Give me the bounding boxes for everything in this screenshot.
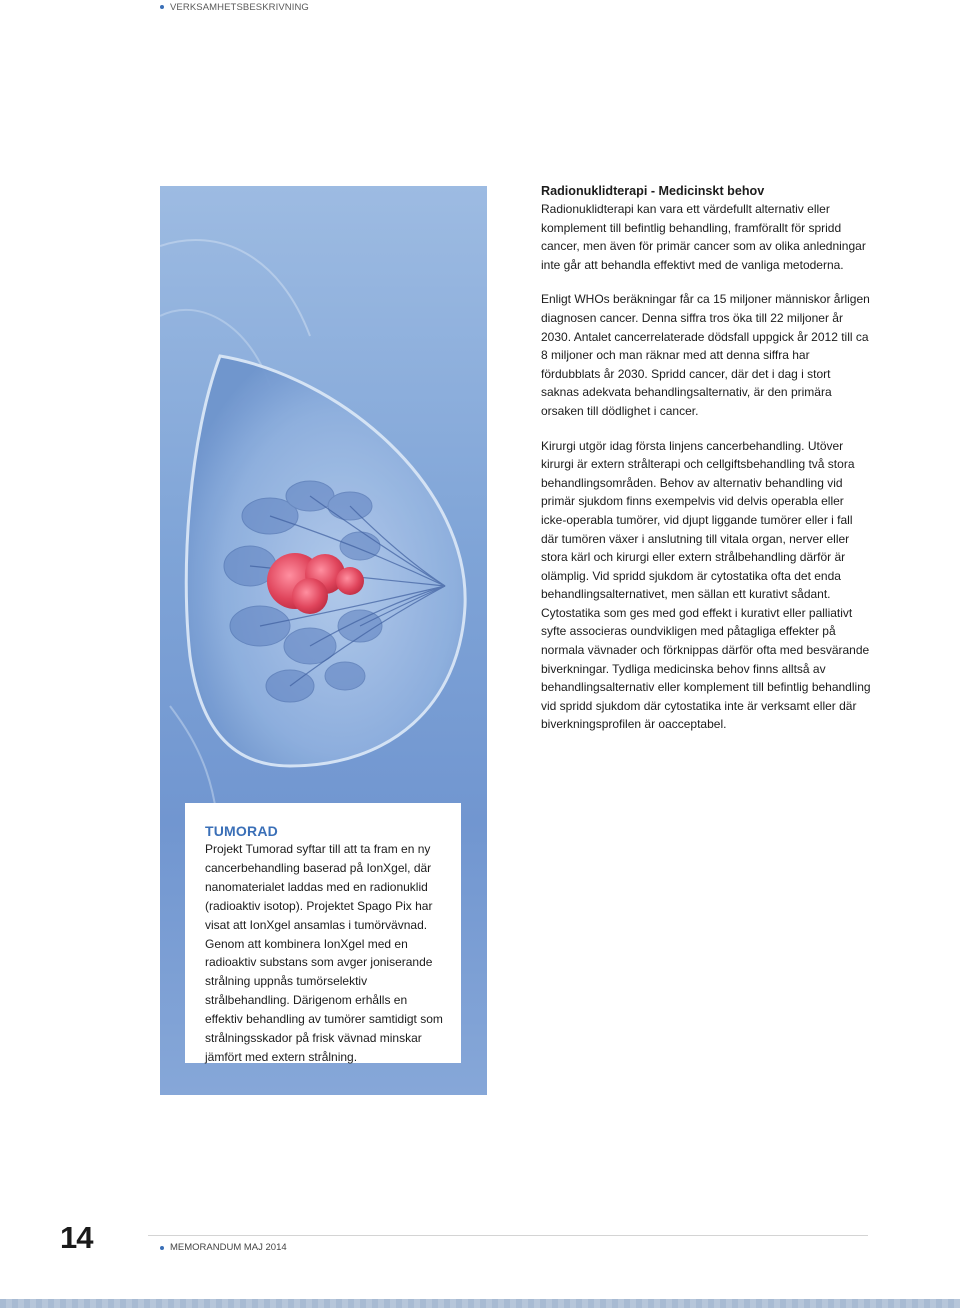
info-box-body: Projekt Tumorad syftar till att ta fram en ny cancerbehandling baserad på IonXgel, där nanomaterialet laddas med en radionuklid (radioaktiv isotop). Projektet Spago Pix har visat att IonXgel ansamlas i tumörvävnad. Genom att kombinera IonXgel med en radioaktiv substans som avger joniserande strålning uppnås tumörselektiv strålbehandling. Därigenom erhålls en effektiv behandling av tumörer samtidigt som strålningsskador på frisk vävnad minskar jämfört med extern strålning. — [205, 842, 443, 1064]
bullet-icon — [160, 5, 164, 9]
info-box — [185, 803, 461, 1063]
bullet-icon — [160, 1246, 164, 1250]
article-paragraph: Enligt WHOs beräkningar får ca 15 miljoner människor årligen diagnosen cancer. Denna siffra tros öka till 22 miljoner år 2030. Antalet cancerrelaterade dödsfall uppgick år 2012 till ca 8 miljoner och man räknar med att denna siffra har fördubblats år 2030. Spridd cancer, där det i dag i stort saknas adekvata behandlingsalternativ, är den primära orsaken till dödlighet i cancer. — [541, 292, 870, 418]
footer-divider — [148, 1235, 868, 1236]
section-header — [160, 0, 309, 14]
footer — [160, 1242, 287, 1253]
article-paragraph: Radionuklidterapi kan vara ett värdefullt alternativ eller komplement till befintlig behandling, framförallt för spridd cancer, men även för primär cancer som av olika anledningar inte går att behandla effektivt med de vanliga metoderna. — [541, 202, 866, 272]
bottom-bar — [0, 1299, 960, 1308]
article-title: Radionuklidterapi - Medicinskt behov — [541, 184, 765, 198]
article-paragraph: Kirurgi utgör idag första linjens cancerbehandling. Utöver kirurgi är extern strålterapi och cellgiftsbehandling två stora behandlingsområden. Behov av alternativ behandling vid primär sjukdom finns exempelvis vid delvis operabla eller icke-operabla tumörer, vid djupt liggande tumörer eller i fall där tumören växer i anslutning till vitala organ, nerver eller stora kärl och kirurgi eller extern strålbehandling därför är olämplig. Vid spridd sjukdom är cytostatika ofta det enda behandlingsalternativet, men sällan ett kurativt sådant. Cytostatika som ges med god effekt i kurativt eller palliativt syfte associeras oundvikligen med påtagliga effekter på normala vävnader och förknippas därför ofta med besvärande biverkningar. Tydliga medicinska behov finns alltså av behandlingsalternativ eller komplement till befintlig behandling vid spridd sjukdom där cytostatika inte är verksamt eller där biverkningsprofilen är oacceptabel. — [541, 438, 871, 732]
page-number: 14 — [60, 1220, 93, 1255]
article-column — [541, 182, 871, 750]
section-label: VERKSAMHETSBESKRIVNING — [170, 1, 309, 13]
info-box-title: TUMORAD — [205, 823, 278, 839]
footer-label: MEMORANDUM MAJ 2014 — [170, 1242, 287, 1253]
